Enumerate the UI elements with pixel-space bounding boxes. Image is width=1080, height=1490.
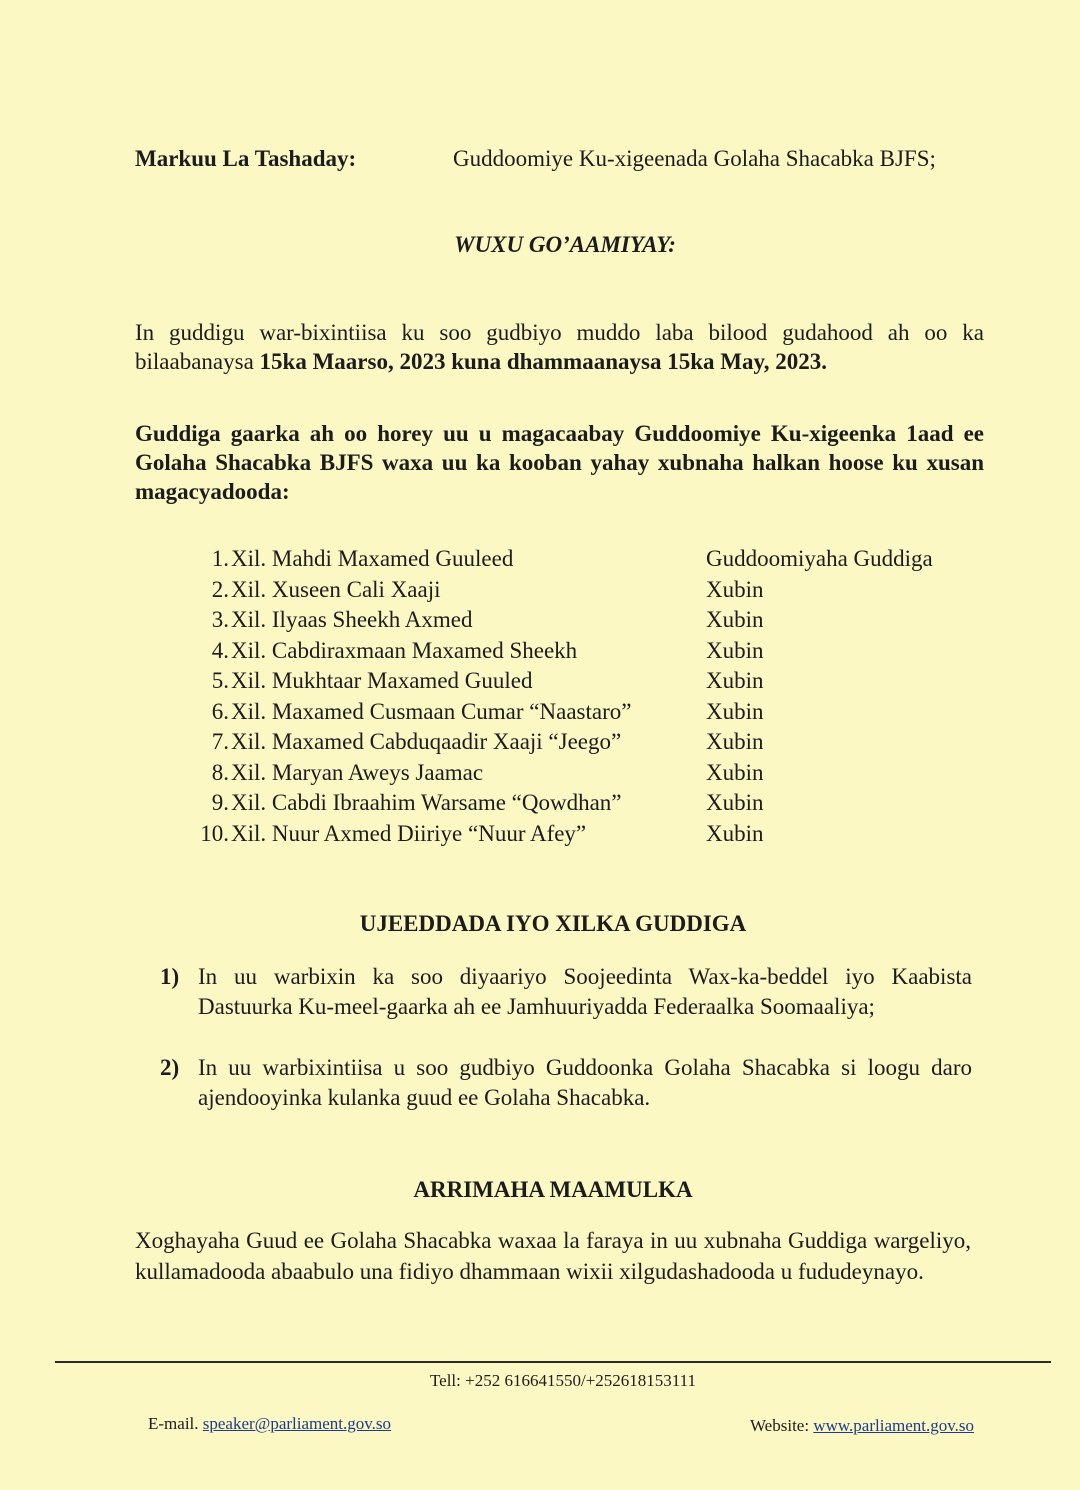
item-number: 1) [160,964,180,989]
list-item [196,638,996,669]
footer-email [148,1414,391,1434]
member-number: 2. [211,576,229,602]
member-role: Xubin [706,790,764,815]
member-role: Xubin [706,607,764,632]
list-item [196,607,996,638]
item-number: 2) [160,1055,180,1080]
website-link[interactable]: www.parliament.gov.so [813,1416,974,1435]
member-number: 10. [200,820,229,846]
website-label: Website: [750,1416,810,1435]
member-number: 8. [211,759,229,785]
member-role: Xubin [706,729,764,754]
duration-text: In guddigu war-bixintiisa ku soo gudbiyo muddo laba bilood gudahood ah oo ka bilaabanaysa [135,320,984,374]
list-item [196,699,996,730]
list-item [196,546,996,577]
duration-paragraph [135,318,984,376]
footer-telephone: Tell: +252 616641550/+252618153111 [429,1371,697,1390]
member-role: Xubin [706,759,764,785]
member-name: Xil. Nuur Axmed Diiriye “Nuur Afey” [231,820,587,846]
committee-intro-paragraph: Guddiga gaarka ah oo horey uu u magacaabay Guddoomiye Ku-xigeenka 1aad ee Golaha Shacabka BJFS waxa uu ka kooban yahay xubnaha halkan hoose ku xusan magacyadooda: [135,421,984,504]
email-label: E-mail. [148,1414,199,1433]
member-name: Xil. Maxamed Cabduqaadir Xaaji “Jeego” [231,729,622,754]
member-name: Xil. Maryan Aweys Jaamac [231,759,484,785]
list-item [196,760,996,791]
member-name: Xil. Cabdi Ibraahim Warsame “Qowdhan” [231,790,622,815]
footer-website [750,1416,974,1436]
member-number: 9. [211,790,229,815]
item-text: In uu warbixin ka soo diyaariyo Soojeedinta Wax-ka-beddel iyo Kaabista Dastuurka Ku-meel-gaarka ah ee Jamhuuriyadda Federaalka Soomaaliya; [198,964,972,1019]
member-role: Xubin [706,698,764,724]
admin-heading: ARRIMAHA MAAMULKA [413,1177,693,1202]
reference-label: Markuu La Tashaday: [135,146,357,171]
member-role: Xubin [706,576,764,602]
member-name: Xil. Xuseen Cali Xaaji [231,576,441,602]
admin-paragraph: Xoghayaha Guud ee Golaha Shacabka waxaa la faraya in uu xubnaha Guddiga wargeliyo, kullamadooda abaabulo una fidiyo dhammaan wixii xilgudashadooda u fududeynayo. [135,1228,971,1284]
member-number: 7. [211,729,229,754]
purpose-item [160,1053,972,1113]
email-link[interactable]: speaker@parliament.gov.so [202,1414,392,1433]
member-name: Xil. Maxamed Cusmaan Cumar “Naastaro” [231,698,632,724]
member-number: 3. [211,607,229,632]
purpose-heading: UJEEDDADA IYO XILKA GUDDIGA [359,911,747,936]
member-number: 6. [211,698,229,724]
member-role: Guddoomiyaha Guddiga [706,546,933,571]
list-item [196,668,996,699]
member-name: Xil. Mukhtaar Maxamed Guuled [231,668,533,693]
member-name: Xil. Cabdiraxmaan Maxamed Sheekh [231,637,578,663]
member-number: 1. [211,546,229,571]
reference-value: Guddoomiye Ku-xigeenada Golaha Shacabka BJFS; [453,146,936,171]
member-role: Xubin [706,668,764,693]
list-item [196,729,996,760]
member-number: 5. [211,668,229,693]
member-role: Xubin [706,820,764,846]
duration-dates: 15ka Maarso, 2023 kuna dhammaanaysa 15ka May, 2023. [259,349,827,374]
item-text: In uu warbixintiisa u soo gudbiyo Guddoonka Golaha Shacabka si loogu daro ajendooyinka kulanka guud ee Golaha Shacabka. [198,1055,972,1110]
member-name: Xil. Mahdi Maxamed Guuleed [231,546,514,571]
members-list [196,546,996,851]
purpose-item [160,962,972,1022]
member-number: 4. [211,637,229,663]
decided-heading: WUXU GO’AAMIYAY: [454,232,676,257]
list-item [196,790,996,821]
member-name: Xil. Ilyaas Sheekh Axmed [231,607,473,632]
list-item [196,577,996,608]
footer-divider [55,1361,1051,1363]
member-role: Xubin [706,637,764,663]
list-item [196,821,996,852]
